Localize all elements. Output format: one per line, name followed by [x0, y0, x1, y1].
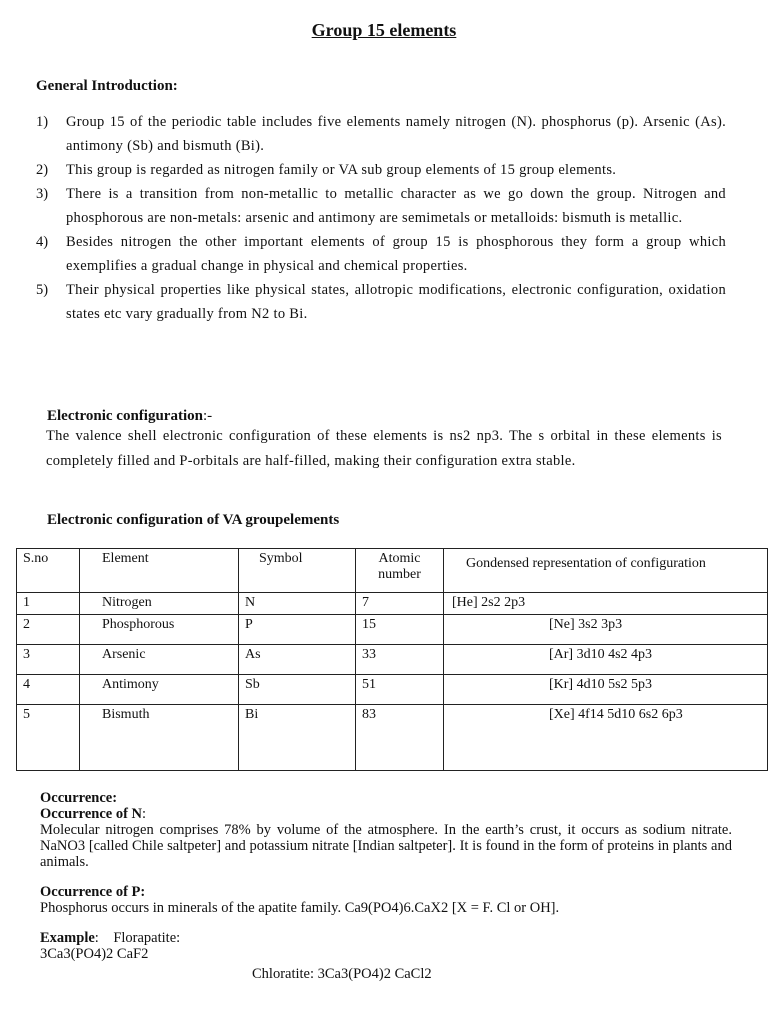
cell-atomic: 51 — [356, 675, 444, 705]
header-config: Gondensed representation of configuration — [444, 549, 768, 593]
list-item — [36, 158, 726, 182]
page-title: Group 15 elements — [311, 20, 457, 40]
example-colon: : — [94, 930, 99, 946]
item-text: Their physical properties like physical states, allotropic modifications, electronic configuration, oxidation states etc vary gradually from N2 to Bi. — [66, 282, 726, 322]
cell-config: [He] 2s2 2p3 — [444, 593, 768, 615]
occurrence-n-heading: Occurrence of N — [40, 806, 142, 822]
cell-config: [Xe] 4f14 5d10 6s2 6p3 — [444, 705, 768, 771]
cell-sno: 3 — [17, 645, 80, 675]
item-number: 1) — [36, 114, 49, 130]
cell-sno: 1 — [17, 593, 80, 615]
econfig-text: The valence shell electronic configuration of these elements is ns2 np3. The s orbital in these elements is completely filled and P-orbitals are half-filled, making their configuration extra stable. — [46, 428, 722, 469]
occurrence-n-suffix: : — [142, 806, 147, 822]
config-table — [16, 548, 768, 771]
table-row — [17, 615, 768, 645]
florapatite-formula: 3Ca3(PO4)2 CaF2 — [40, 946, 149, 962]
cell-element: Nitrogen — [80, 593, 239, 615]
econfig-heading — [47, 408, 212, 425]
cell-sno: 5 — [17, 705, 80, 771]
item-text: Besides nitrogen the other important elements of group 15 is phosphorous they form a group which exemplifies a gradual change in physical and chemical properties. — [66, 234, 726, 274]
table-row — [17, 675, 768, 705]
cell-atomic: 15 — [356, 615, 444, 645]
cell-symbol: N — [239, 593, 356, 615]
intro-heading: General Introduction: — [36, 78, 178, 94]
cell-config: [Ne] 3s2 3p3 — [444, 615, 768, 645]
intro-list — [36, 110, 726, 326]
florapatite-label: Florapatite: — [113, 930, 181, 946]
cell-sno: 4 — [17, 675, 80, 705]
header-atomic: Atomic number — [356, 549, 444, 593]
occurrence-p-heading: Occurrence of P: — [40, 884, 146, 900]
item-number: 3) — [36, 186, 49, 202]
item-text: Group 15 of the periodic table includes five elements namely nitrogen (N). phosphorus (p). Arsenic (As). antimony (Sb) and bismuth (Bi). — [66, 114, 726, 154]
cell-atomic: 7 — [356, 593, 444, 615]
item-number: 5) — [36, 282, 49, 298]
cell-config: [Ar] 3d10 4s2 4p3 — [444, 645, 768, 675]
list-item — [36, 230, 726, 278]
cell-element: Antimony — [80, 675, 239, 705]
occurrence-p-text: Phosphorus occurs in minerals of the apatite family. Ca9(PO4)6.CaX2 [X = F. Cl or OH]. — [40, 900, 560, 916]
cell-config: [Kr] 4d10 5s2 5p3 — [444, 675, 768, 705]
header-element: Element — [80, 549, 239, 593]
table-row — [17, 645, 768, 675]
table-header-row — [17, 549, 768, 593]
cell-element: Bismuth — [80, 705, 239, 771]
example-label: Example — [40, 930, 95, 946]
item-text: This group is regarded as nitrogen family or VA sub group elements of 15 group elements. — [66, 162, 617, 178]
table-heading: Electronic configuration of VA groupelements — [47, 512, 340, 528]
table-row — [17, 705, 768, 771]
item-text: There is a transition from non-metallic to metallic character as we go down the group. Nitrogen and phosphorous are non-metals: arsenic and antimony are semimetals or metalloids: bismuth is metallic. — [66, 186, 726, 226]
occurrence-n-text: Molecular nitrogen comprises 78% by volume of the atmosphere. In the earth’s crust, it occurs as sodium nitrate. NaNO3 [called Chile saltpeter] and potassium nitrate [Indian saltpeter]. It is found in the form of proteins in plants and animals. — [40, 822, 732, 870]
item-number: 4) — [36, 234, 49, 250]
item-number: 2) — [36, 162, 49, 178]
list-item — [36, 278, 726, 326]
chlorapatite-line: Chloratite: 3Ca3(PO4)2 CaCl2 — [252, 966, 432, 982]
occurrence-heading: Occurrence: — [40, 790, 118, 806]
header-sno: S.no — [17, 549, 80, 593]
econfig-heading-text: Electronic configuration — [47, 408, 203, 424]
cell-symbol: P — [239, 615, 356, 645]
cell-atomic: 33 — [356, 645, 444, 675]
cell-symbol: Bi — [239, 705, 356, 771]
header-symbol: Symbol — [239, 549, 356, 593]
cell-symbol: Sb — [239, 675, 356, 705]
cell-element: Phosphorous — [80, 615, 239, 645]
cell-element: Arsenic — [80, 645, 239, 675]
table-row — [17, 593, 768, 615]
cell-atomic: 83 — [356, 705, 444, 771]
occurrence-section — [40, 790, 732, 982]
cell-symbol: As — [239, 645, 356, 675]
cell-sno: 2 — [17, 615, 80, 645]
list-item — [36, 182, 726, 230]
list-item — [36, 110, 726, 158]
econfig-heading-suffix: :- — [202, 408, 213, 424]
